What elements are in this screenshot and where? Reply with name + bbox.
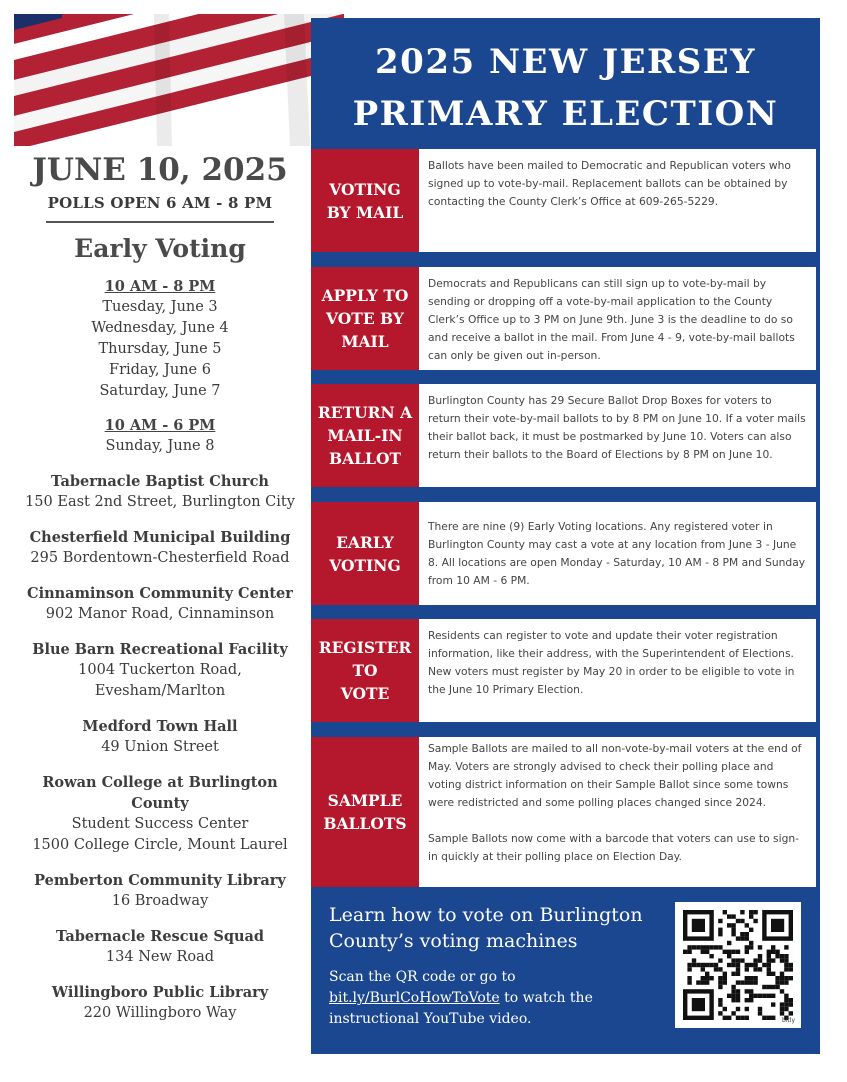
label-line: SAMPLE: [327, 791, 403, 810]
location-name: Medford Town Hall: [82, 718, 238, 735]
early-voting-title: Early Voting: [74, 234, 246, 263]
scan-prefix: Scan the QR code or go to: [329, 969, 516, 985]
location-name: Tabernacle Baptist Church: [51, 473, 269, 490]
title-line: PRIMARY ELECTION: [352, 94, 779, 134]
location-address: 16 Broadway: [111, 893, 209, 909]
location-item: [14, 772, 306, 856]
label-line: MAIL: [341, 332, 389, 351]
paragraph: Democrats and Republicans can still sign up to vote-by-mail by sending or dropping off a vote-by-mail application to the County Clerk’s Office up to 3 PM on June 9th. June 3 is the deadline to do so and receive a ballot in the mail. From June 4 - 9, vote-by-mail ballots can only be given out in-person.: [428, 277, 795, 362]
schedule-block: [14, 277, 306, 402]
label-line: BALLOTS: [323, 814, 407, 833]
section-label: [311, 737, 419, 887]
schedule-time: 10 AM - 8 PM: [104, 278, 216, 295]
how-to-vote-block: [329, 902, 659, 1030]
section-text: [419, 737, 816, 887]
schedule-day: Friday, June 6: [109, 362, 211, 378]
divider: [46, 221, 274, 223]
schedule-day: Tuesday, June 3: [102, 299, 218, 315]
section-text: [419, 502, 816, 605]
section-text: [419, 619, 816, 722]
label-line: VOTING: [329, 179, 401, 199]
label-line: EARLY: [336, 532, 394, 552]
location-item: [14, 870, 306, 912]
label-line: REGISTER: [318, 638, 412, 657]
location-item: [14, 639, 306, 702]
location-address: 295 Bordentown-Chesterfield Road: [30, 550, 290, 566]
paragraph: Burlington County has 29 Secure Ballot Drop Boxes for voters to return their vote-by-mail ballots to by 8 PM on June 10. If a voter mails their ballot back, it must be postmarked by June 10. Voters can also return their ballots to the Board of Elections by 8 PM on June 10.: [428, 394, 806, 461]
info-panel: [311, 18, 820, 1054]
location-item: [14, 583, 306, 625]
left-column: [14, 150, 306, 1024]
location-name: Rowan College at Burlington County: [42, 774, 278, 812]
american-flag-decoration: [14, 14, 344, 146]
scan-suffix: to watch the instructional YouTube video.: [329, 990, 593, 1027]
section-text: [419, 149, 816, 252]
location-address: Student Success Center: [71, 816, 249, 832]
location-name: Pemberton Community Library: [34, 872, 286, 889]
location-name: Chesterfield Municipal Building: [29, 529, 291, 546]
section-text: [419, 384, 816, 487]
section-label: [311, 502, 419, 605]
location-address: 150 East 2nd Street, Burlington City: [25, 494, 295, 510]
location-name: Blue Barn Recreational Facility: [32, 641, 288, 658]
section-label: [311, 267, 419, 370]
section-label: [311, 384, 419, 487]
paragraph: Ballots have been mailed to Democratic and Republican voters who signed up to vote-by-mail. Replacement ballots can be obtained by contacting the County Clerk’s Office at 609-265-5229.: [428, 159, 791, 208]
section-label: [311, 149, 419, 252]
location-item: [14, 982, 306, 1024]
paragraph: Sample Ballots now come with a barcode that voters can use to sign-in quickly at their polling place on Election Day.: [428, 832, 799, 863]
location-name: Cinnaminson Community Center: [27, 585, 293, 602]
section-register-to-vote: [311, 619, 816, 722]
label-line: TO: [352, 661, 378, 680]
how-to-vote-title: Learn how to vote on Burlington County’s voting machines: [329, 904, 643, 952]
location-item: [14, 471, 306, 513]
location-name: Willingboro Public Library: [51, 984, 269, 1001]
paragraph: Residents can register to vote and update their voter registration information, like their address, with the Superintendent of Elections. New voters must register by May 20 in order to be eligible to vote in the June 10 Primary Election.: [428, 629, 795, 696]
section-sample-ballots: [311, 737, 816, 887]
location-address: 1500 College Circle, Mount Laurel: [32, 837, 288, 853]
schedule-day: Thursday, June 5: [98, 341, 222, 357]
label-line: VOTING: [329, 555, 401, 575]
label-line: APPLY TO: [321, 286, 409, 305]
section-text: [419, 267, 816, 370]
election-date: JUNE 10, 2025: [32, 152, 288, 188]
title-line: 2025 NEW JERSEY: [375, 42, 756, 82]
location-item: [14, 926, 306, 968]
location-name: Tabernacle Rescue Squad: [55, 928, 265, 945]
section-return-mail-in-ballot: [311, 384, 816, 487]
page-title: [311, 36, 820, 140]
qr-code-icon: [683, 910, 793, 1020]
label-line: VOTE: [340, 684, 390, 703]
location-address: 220 Willingboro Way: [83, 1005, 237, 1021]
section-early-voting: [311, 502, 816, 605]
video-link[interactable]: bit.ly/BurlCoHowToVote: [329, 990, 500, 1006]
label-line: MAIL-IN: [327, 426, 403, 445]
location-address: 1004 Tuckerton Road,: [78, 662, 242, 678]
location-address: 902 Manor Road, Cinnaminson: [45, 606, 275, 622]
paragraph: Sample Ballots are mailed to all non-vote-by-mail voters at the end of May. Voters are strongly advised to check their polling place and voting district information on their Sample Ballot since some towns were redistricted and some polling places changed since 2024.: [428, 742, 802, 809]
bitly-tag: bitly: [781, 1017, 795, 1024]
location-address: 134 New Road: [105, 949, 215, 965]
label-line: VOTE BY: [326, 309, 404, 328]
schedule-block: [14, 416, 306, 457]
qr-code[interactable]: [675, 902, 801, 1028]
schedule-day: Sunday, June 8: [105, 438, 215, 454]
location-address: Evesham/Marlton: [94, 683, 226, 699]
label-line: BY MAIL: [326, 202, 404, 222]
location-item: [14, 716, 306, 758]
section-apply-to-vote-by-mail: [311, 267, 816, 370]
location-item: [14, 527, 306, 569]
location-address: 49 Union Street: [101, 739, 219, 755]
section-voting-by-mail: [311, 149, 816, 252]
schedule-day: Saturday, June 7: [99, 383, 221, 399]
label-line: BALLOT: [329, 449, 401, 468]
how-to-vote-text: [329, 967, 659, 1030]
label-line: RETURN A: [317, 403, 413, 422]
schedule-day: Wednesday, June 4: [91, 320, 229, 336]
paragraph: There are nine (9) Early Voting locations. Any registered voter in Burlington County may cast a vote at any location from June 3 - June 8. All locations are open Monday - Saturday, 10 AM - 8 PM and Sunday from 10 AM - 6 PM.: [428, 520, 806, 587]
schedule-time: 10 AM - 6 PM: [104, 417, 216, 434]
polls-hours: POLLS OPEN 6 AM - 8 PM: [47, 194, 273, 212]
section-label: [311, 619, 419, 722]
